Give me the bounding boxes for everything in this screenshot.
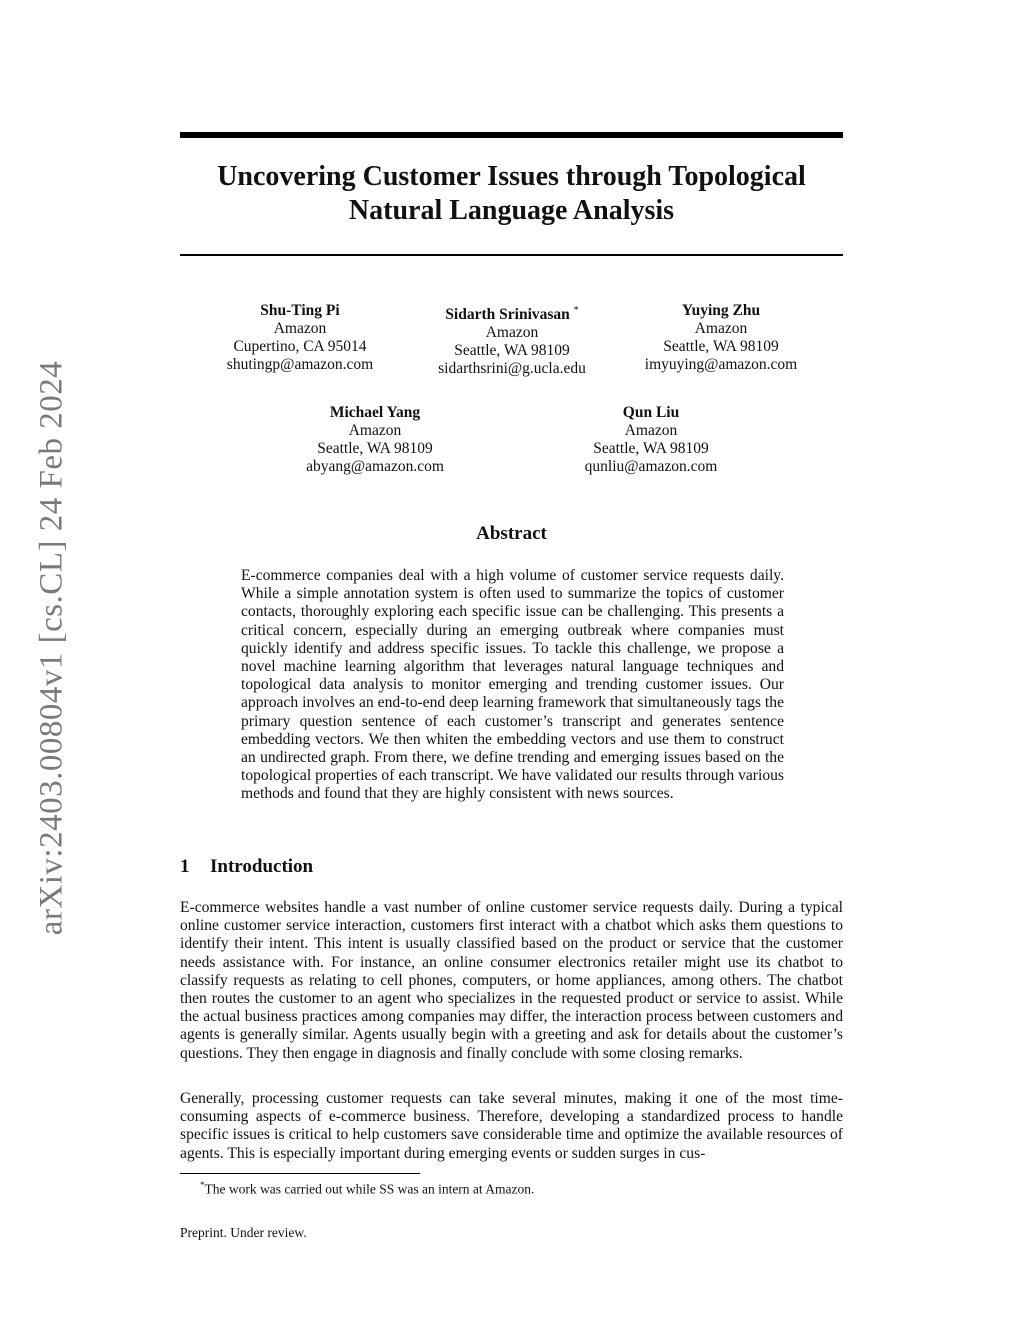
intro-paragraph: E-commerce websites handle a vast number of online customer service requests daily. During a typical online customer service interaction, customers first interact with a chatbot which asks them questions to identify their intent. This intent is usually classified based on the product or service that the customer needs assistance with. For instance, an online consumer electronics retailer might use its chatbot to classify requests as relating to cell phones, computers, or home appliances, among others. The chatbot then routes the customer to an agent who specializes in the requested product or service to assist. While the actual business practices among companies may differ, the interaction process between customers and agents is generally similar. Agents usually begin with a greeting and ask for details about the customer’s questions. They then engage in diagnosis and finally conclude with some closing remarks. [180,899,843,1062]
author-block [601,302,841,374]
author-name: Sidarth Srinivasan * [445,305,579,324]
author-name: Yuying Zhu [681,302,761,319]
author-block [180,302,420,374]
footnote [200,1177,534,1198]
author-email: abyang@amazon.com [306,458,444,475]
author-email: qunliu@amazon.com [584,458,718,475]
footnote-text: The work was carried out while SS was an intern at Amazon. [204,1181,535,1197]
title-bottom-rule [180,254,843,256]
intro-paragraph: Generally, processing customer requests can take several minutes, making it one of the most timeconsuming aspects of e-commerce business. Therefore, developing a standardized process to handle specific issues is critical to help customers save considerable time and optimize the available resources of agents. This is especially important during emerging events or sudden surges in cus- [180,1090,843,1162]
section-title: Introduction [210,856,314,877]
author-block [531,404,771,476]
author-location: Seattle, WA 98109 [663,338,779,355]
author-block [255,404,495,476]
author-affiliation: Amazon [348,422,402,439]
author-affiliation: Amazon [624,422,678,439]
abstract-text: E-commerce companies deal with a high volume of customer service requests daily. While a simple annotation system is often used to summarize the topics of customer contacts, thoroughly exploring each specific issue can be challenging. This presents a critical concern, especially during an emerging outbreak where companies must quickly identify and address specific issues. To tackle this challenge, we propose a novel machine learning algorithm that leverages natural language techniques and topological data analysis to monitor emerging and trending customer issues. Our approach involves an end-to-end deep learning framework that simultaneously tags the primary question sentence of each customer’s transcript and generates sentence embedding vectors. We then whiten the embedding vectors and use them to construct an undirected graph. From there, we define trending and emerging issues based on the topological properties of each transcript. We have validated our results through various methods and found that they are highly consistent with news sources. [241,567,784,803]
author-affiliation: Amazon [485,324,539,342]
author-email: sidarthsrini@g.ucla.edu [438,360,586,378]
author-email: imyuying@amazon.com [644,356,798,373]
author-location: Seattle, WA 98109 [454,342,570,360]
footnote-mark: * [200,1180,205,1190]
section-heading-introduction [180,856,313,878]
author-block [392,302,632,378]
author-location: Cupertino, CA 95014 [233,338,367,355]
author-email: shutingp@amazon.com [226,356,374,373]
preprint-note: Preprint. Under review. [180,1225,307,1240]
abstract-heading: Abstract [476,523,547,544]
arxiv-identifier: arXiv:2403.00804v1 [cs.CL] 24 Feb 2024 [33,360,70,936]
author-footnote-mark: * [573,305,579,316]
author-name: Shu-Ting Pi [260,302,340,319]
footnote-rule [180,1173,420,1174]
author-affiliation: Amazon [694,320,748,337]
author-affiliation: Amazon [273,320,327,337]
section-number: 1 [180,856,190,877]
paper-title: Uncovering Customer Issues through Topological Natural Language Analysis [217,161,806,226]
author-name: Michael Yang [329,404,421,421]
author-location: Seattle, WA 98109 [317,440,433,457]
author-name: Qun Liu [622,404,680,421]
title-top-rule [180,132,843,138]
author-location: Seattle, WA 98109 [593,440,709,457]
